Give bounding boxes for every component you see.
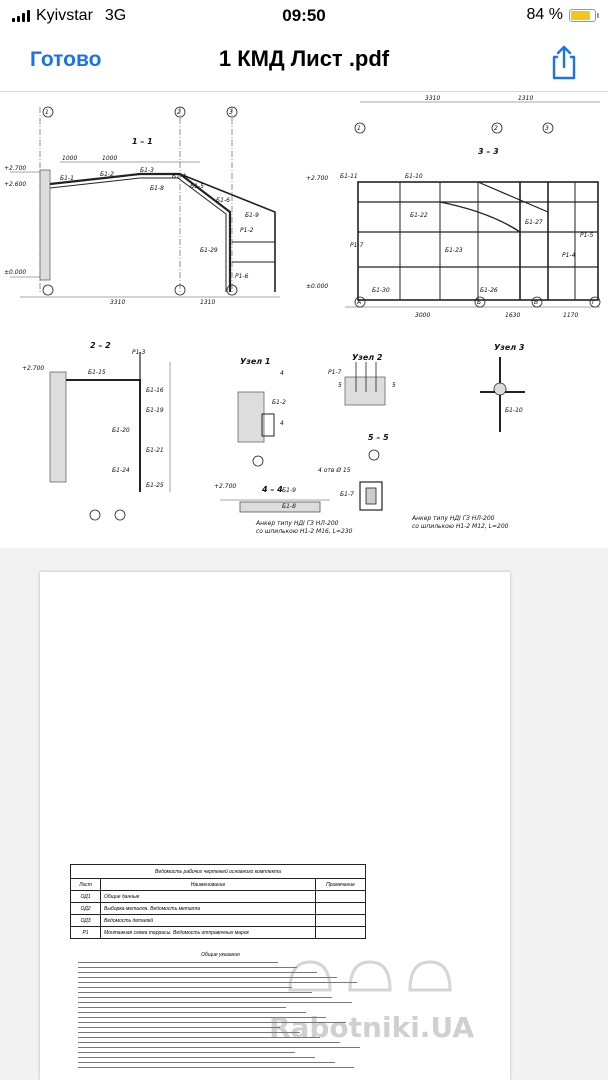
- section-title-5-5: 5 – 5: [368, 433, 389, 442]
- axis-mark-g: Г: [592, 299, 596, 306]
- nav-bar: [0, 32, 608, 92]
- table-cell: Р1: [71, 927, 101, 939]
- dim-label: 3310: [110, 299, 126, 306]
- table-cell: ОД2: [71, 903, 101, 915]
- axis-mark-3: 3: [229, 109, 233, 116]
- node-mark: 5: [392, 382, 396, 389]
- element-label: Р1-5: [580, 232, 594, 239]
- element-label: Б1-3: [140, 167, 154, 174]
- dim-label: 1170: [563, 312, 579, 319]
- note-line: [78, 992, 312, 993]
- node-mark: 5: [338, 382, 342, 389]
- element-label: Б1-19: [146, 407, 164, 414]
- status-right: [527, 6, 596, 24]
- element-label: Б1-4: [172, 173, 186, 180]
- node-mark: Б1-8: [282, 503, 296, 510]
- table-cell: [316, 927, 366, 939]
- element-label: Б1-25: [146, 482, 164, 489]
- element-label: Б1-30: [372, 287, 390, 294]
- element-label: Б1-2: [100, 171, 114, 178]
- note-line: [78, 1032, 300, 1033]
- table-cell: [316, 891, 366, 903]
- anchor-note: со шпилькою Н1-2 М16, L=230: [256, 528, 353, 535]
- table-row: [71, 915, 366, 927]
- anchor-note: Анкер типу НДІ ГЗ НЛ-200: [412, 515, 495, 522]
- table-cell: Ведомость деталей: [101, 915, 316, 927]
- note-line: [78, 962, 278, 963]
- document-title: 1 КМД Лист .pdf: [218, 46, 390, 71]
- table-header: Лист: [71, 879, 101, 891]
- node-mark: Б1-7: [340, 491, 354, 498]
- table-cell: ОД3: [71, 915, 101, 927]
- table-cell: Монтажная схема террасы. Ведомость отправочных марок: [101, 927, 316, 939]
- sheet-table: [70, 864, 366, 939]
- element-label: Б1-23: [445, 247, 463, 254]
- battery-percent: 84 %: [526, 6, 563, 23]
- dim-label: 1000: [62, 155, 78, 162]
- note-line: [78, 1057, 315, 1058]
- section-title-2-2: 2 – 2: [90, 341, 111, 350]
- notes-title: Общие указания: [201, 952, 240, 958]
- level-label: +2.700: [306, 175, 329, 182]
- table-cell: Выборка металла. Ведомость металла: [101, 903, 316, 915]
- note-line: [78, 1007, 286, 1008]
- element-label: Б1-26: [480, 287, 498, 294]
- table-header: Примечание: [316, 879, 366, 891]
- element-label: Б1-6: [216, 197, 230, 204]
- note-line: [78, 1002, 352, 1003]
- table-cell: ОД1: [71, 891, 101, 903]
- axis-mark-33-1: 1: [357, 125, 361, 132]
- note-line: [78, 1027, 280, 1028]
- dim-label: 1310: [518, 95, 534, 102]
- structural-drawing: [0, 92, 608, 548]
- node-mark: Б1-10: [505, 407, 523, 414]
- pdf-page-sheet-list: [40, 572, 510, 1080]
- node-mark: Р1-7: [328, 369, 342, 376]
- element-label: Б1-11: [340, 173, 358, 180]
- element-label: Р1-6: [235, 273, 249, 280]
- level-label: +2.700: [214, 483, 237, 490]
- table-row: [71, 891, 366, 903]
- level-label: +2.600: [4, 181, 27, 188]
- element-label: Б1-10: [405, 173, 423, 180]
- level-label: +2.700: [22, 365, 45, 372]
- element-label: Р1-7: [350, 242, 364, 249]
- element-label: Б1-15: [88, 369, 106, 376]
- note-line: [78, 967, 297, 968]
- section-title-node-2: Узел 2: [352, 353, 383, 362]
- element-label: Р1-4: [562, 252, 576, 259]
- node-mark: Б1-2: [272, 399, 286, 406]
- element-label: Б1-8: [150, 185, 164, 192]
- table-header: Наименование: [101, 879, 316, 891]
- dim-label: 3000: [415, 312, 431, 319]
- helmet-watermark-icon: [280, 950, 460, 1000]
- dim-label: 1630: [505, 312, 521, 319]
- section-title-node-1: Узел 1: [240, 357, 271, 366]
- element-label: Б1-24: [112, 467, 130, 474]
- note-line: [78, 1052, 295, 1053]
- share-icon[interactable]: [546, 42, 582, 82]
- element-label: Б1-9: [245, 212, 259, 219]
- table-cell: [316, 903, 366, 915]
- note-line: [78, 1047, 360, 1048]
- axis-mark-a: А: [357, 299, 362, 306]
- node-mark: 4: [280, 370, 284, 377]
- element-label: Б1-20: [112, 427, 130, 434]
- pdf-viewer[interactable]: [0, 92, 608, 1080]
- anchor-note: со шпилькою Н1-2 М12, L=200: [412, 523, 509, 530]
- status-time: 09:50: [282, 6, 326, 25]
- table-row: [71, 927, 366, 939]
- level-label: ±0.000: [306, 283, 329, 290]
- element-label: Б1-16: [146, 387, 164, 394]
- axis-mark-33-2: 2: [494, 125, 498, 132]
- element-label: Б1-27: [525, 219, 543, 226]
- table-cell: [316, 915, 366, 927]
- section-title-3-3: 3 – 3: [478, 147, 499, 156]
- pdf-page-drawing: [0, 92, 608, 548]
- level-label: ±0.000: [4, 269, 27, 276]
- watermark-text: Rabotniki.UA: [268, 1011, 474, 1044]
- axis-mark-2: 2: [177, 109, 181, 116]
- dim-label: 3310: [425, 95, 441, 102]
- dim-label: 1310: [200, 299, 216, 306]
- axis-mark-1: 1: [45, 109, 49, 116]
- network-label: 3G: [104, 7, 127, 24]
- axis-mark-33-3: 3: [545, 125, 549, 132]
- section-title-node-3: Узел 3: [494, 343, 525, 352]
- battery-icon: [569, 9, 596, 22]
- note-line: [78, 1067, 354, 1068]
- note-line: [78, 1062, 335, 1063]
- section-title-1-1: 1 – 1: [132, 137, 153, 146]
- node-mark: 4: [280, 420, 284, 427]
- table-title: Ведомость рабочих чертежей основного комплекта: [71, 865, 366, 879]
- section-title-4-4: 4 – 4: [262, 485, 283, 494]
- node-mark: 4 отв Ø 15: [318, 467, 351, 474]
- axis-mark-b: Б: [477, 299, 482, 306]
- anchor-note: Анкер типу НДІ ГЗ НЛ-200: [256, 520, 339, 527]
- element-label: Б1-21: [146, 447, 164, 454]
- element-label: Р1-2: [240, 227, 254, 234]
- dim-label: 1000: [102, 155, 118, 162]
- table-row: [71, 903, 366, 915]
- status-bar: [0, 0, 608, 32]
- table-cell: Общие данные: [101, 891, 316, 903]
- element-label: Б1-22: [410, 212, 428, 219]
- note-line: [78, 987, 292, 988]
- node-mark: Б1-9: [282, 487, 296, 494]
- element-label: Р1-3: [132, 349, 146, 356]
- axis-mark-v: В: [534, 299, 539, 306]
- element-label: Б1-29: [200, 247, 218, 254]
- done-button[interactable]: Готово: [30, 48, 102, 71]
- element-label: Б1-5: [190, 183, 204, 190]
- level-label: +2.700: [4, 165, 27, 172]
- battery-fill: [571, 11, 590, 20]
- carrier-label: Kyivstar: [36, 7, 93, 24]
- element-label: Б1-1: [60, 175, 74, 182]
